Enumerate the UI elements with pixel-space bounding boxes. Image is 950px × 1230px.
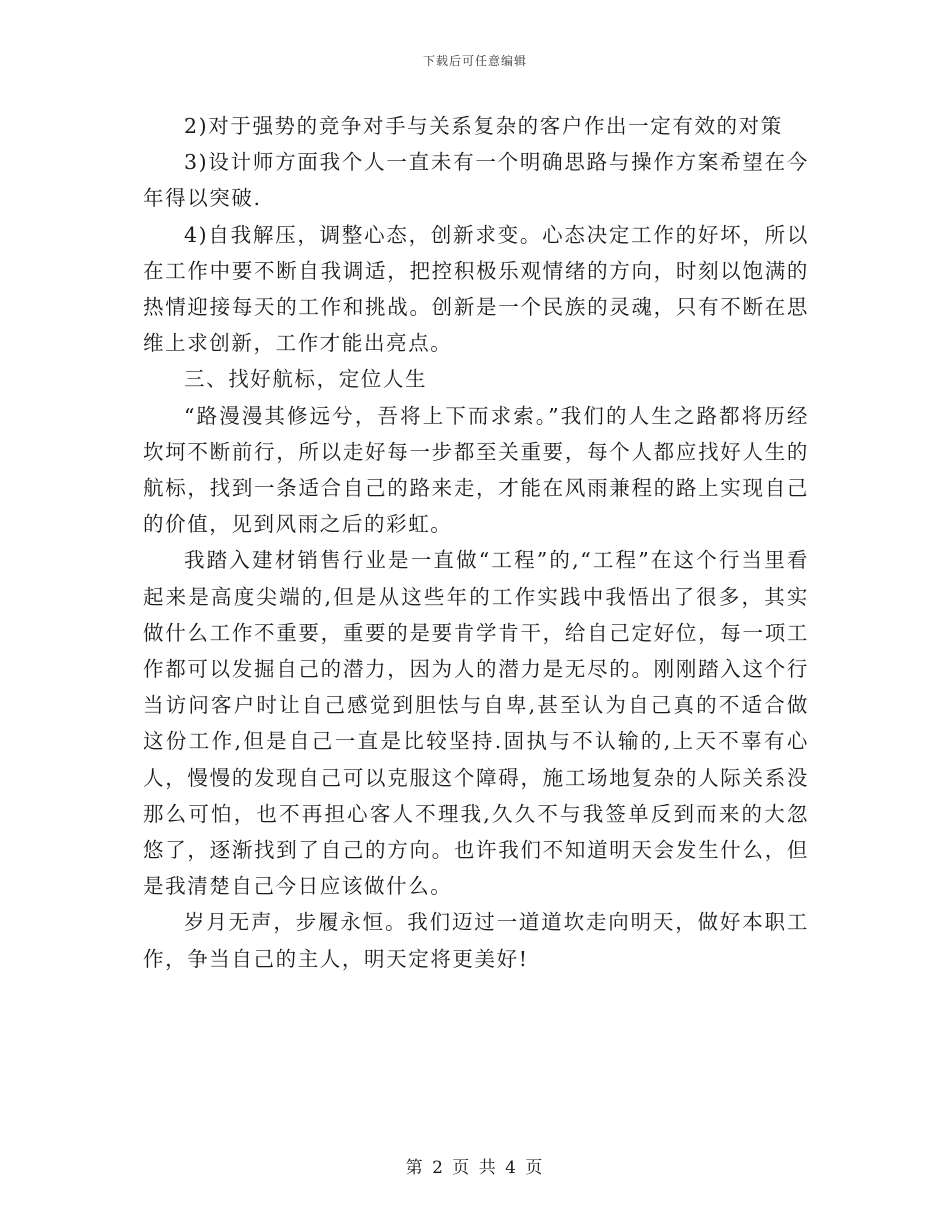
page-number: 第 2 页 共 4 页 bbox=[405, 1158, 545, 1178]
paragraph-conclusion: 岁月无声，步履永恒。我们迈过一道道坎走向明天，做好本职工作，争当自己的主人，明天定将更美好! bbox=[143, 910, 809, 971]
paragraph-experience: 我踏入建材销售行业是一直做“工程”的,“工程”在这个行当里看起来是高度尖端的,但是从这些年的工作实践中我悟出了很多，其实做什么工作不重要，重要的是要肯学肯干，给自己定好位，每一项工作都可以发掘自己的潜力，因为人的潜力是无尽的。刚刚踏入这个行当访问客户时让自己感觉到胆怯与自卑,甚至认为自己真的不适合做这份工作,但是自己一直是比较坚持.固执与不认输的,上天不辜有心人，慢慢的发现自己可以克服这个障碍，施工场地复杂的人际关系没那么可怕，也不再担心客人不理我,久久不与我签单反到而来的大忽悠了，逐渐找到了自己的方向。也许我们不知道明天会发生什么，但是我清楚自己今日应该做什么。 bbox=[143, 548, 809, 899]
paragraph-item-3: 3)设计师方面我个人一直未有一个明确思路与操作方案希望在今年得以突破. bbox=[143, 150, 809, 211]
paragraph-item-4: 4)自我解压，调整心态，创新求变。心态决定工作的好坏，所以在工作中要不断自我调适，把控积极乐观情绪的方向，时刻以饱满的热情迎接每天的工作和挑战。创新是一个民族的灵魂，只有不断在思维上求创新，工作才能出亮点。 bbox=[143, 222, 809, 356]
header-note: 下载后可任意编辑 bbox=[422, 54, 527, 68]
section-heading: 三、找好航标，定位人生 bbox=[184, 367, 428, 392]
paragraph-item-2: 2)对于强势的竞争对手与关系复杂的客户作出一定有效的对策 bbox=[184, 114, 783, 138]
paragraph-quote: “路漫漫其修远兮，吾将上下而求索。”我们的人生之路都将历经坎坷不断前行，所以走好每一步都至关重要，每个人都应找好人生的航标，找到一条适合自己的路来走，才能在风雨兼程的路上实现自己的价值，见到风雨之后的彩虹。 bbox=[143, 403, 809, 537]
document-body bbox=[143, 108, 809, 977]
